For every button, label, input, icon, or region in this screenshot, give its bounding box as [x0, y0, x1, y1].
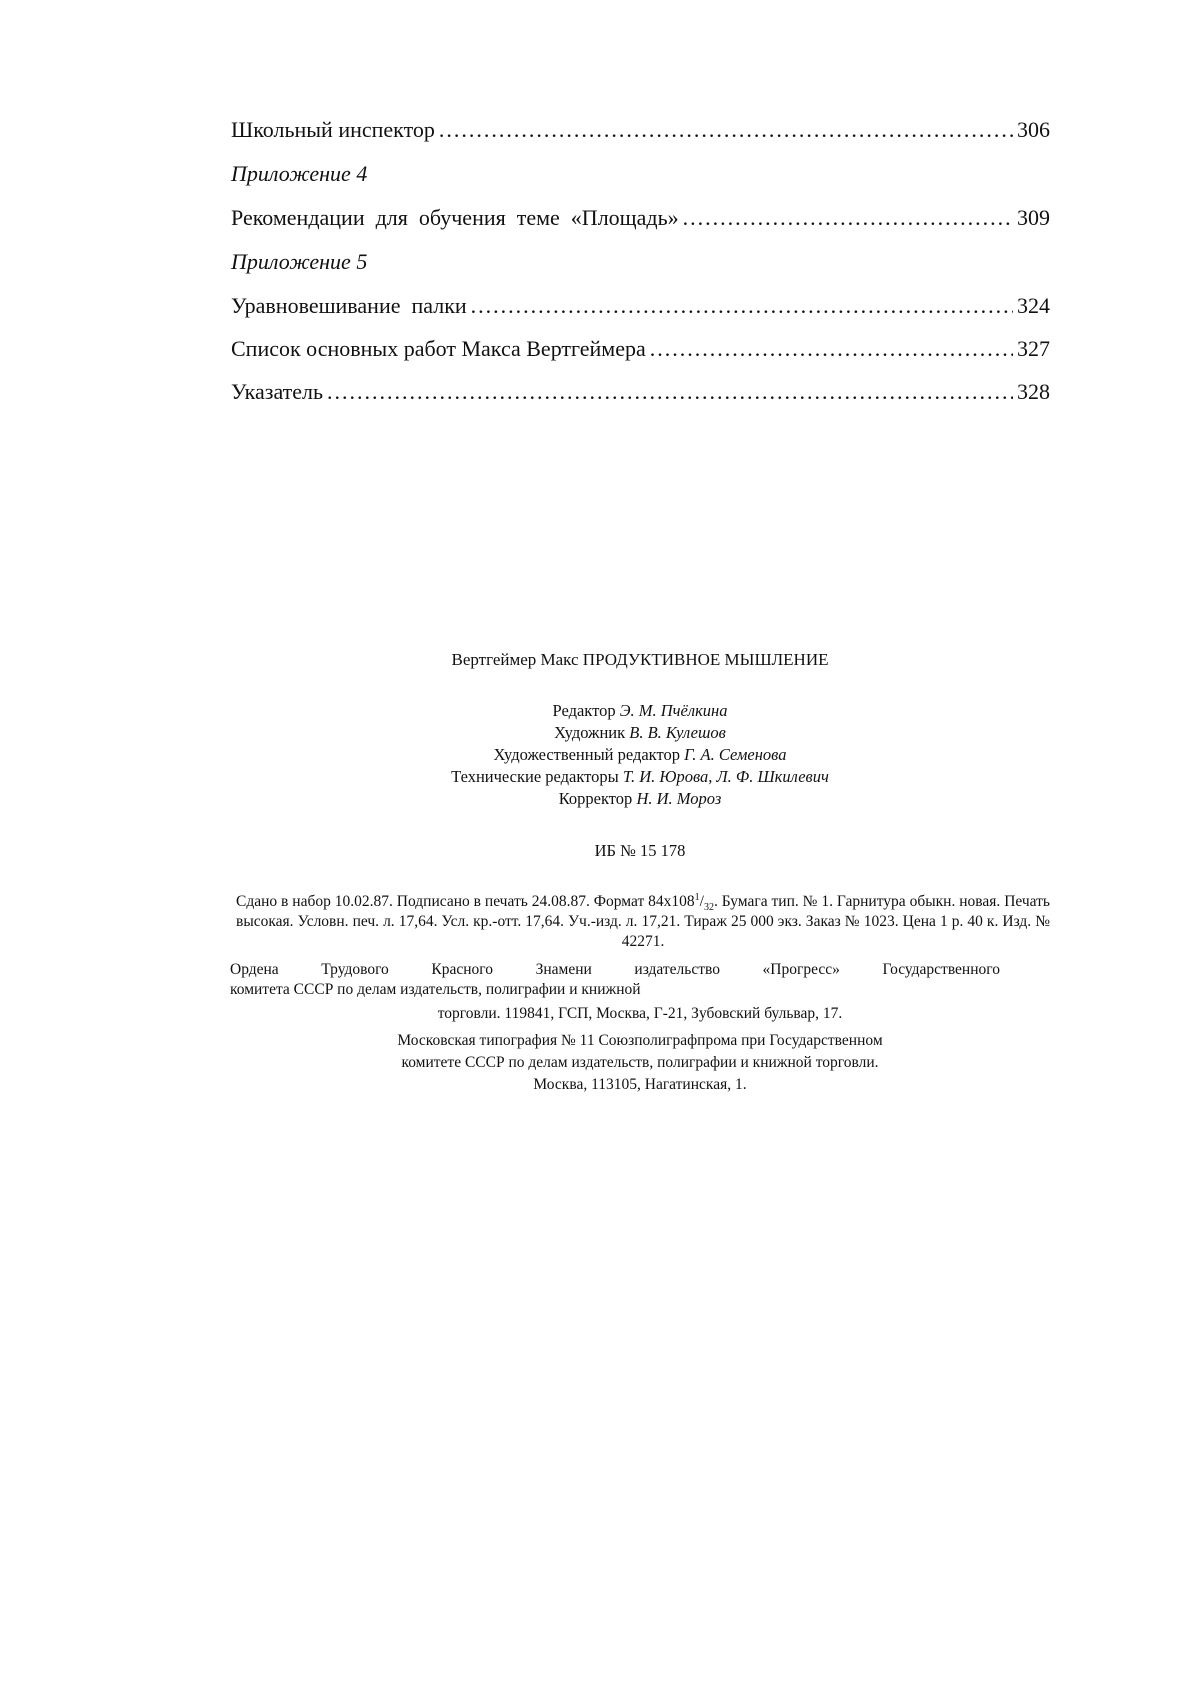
toc-appendix-heading: Приложение 4 [231, 161, 368, 186]
credit-line [230, 722, 1050, 744]
credit-line [230, 788, 1050, 810]
toc-entry-page: 306 [1017, 117, 1050, 142]
toc-entry-title: Рекомендации для обучения теме «Площадь» [231, 205, 679, 230]
toc-entry [231, 370, 1050, 413]
publisher-line: комитета СССР по делам издательств, полиграфии и книжной [230, 981, 641, 998]
printer-line: комитете СССР по делам издательств, полиграфии и книжной торговли. [401, 1054, 879, 1071]
toc-leader-dots [471, 284, 1013, 327]
toc-entry [231, 327, 1050, 370]
credit-role: Технические редакторы [451, 767, 623, 786]
credit-name: В. В. Кулешов [629, 723, 726, 742]
credit-line [230, 744, 1050, 766]
toc-entry-title: Список основных работ Макса Вертгеймера [231, 336, 646, 361]
toc-appendix-heading: Приложение 5 [231, 249, 368, 274]
credit-line [230, 700, 1050, 722]
toc-entry-title: Школьный инспектор [231, 117, 435, 142]
credit-role: Корректор [558, 789, 637, 808]
credit-name: Т. И. Юрова, Л. Ф. Шкилевич [622, 767, 829, 786]
colophon [230, 650, 1050, 1096]
credit-name: Э. М. Пчёлкина [619, 701, 728, 720]
format-subscript: 32 [703, 902, 714, 914]
credit-name: Г. А. Семенова [684, 745, 787, 764]
toc-entry [231, 108, 1050, 152]
toc-entry-page: 309 [1017, 205, 1050, 230]
publisher-block [230, 960, 1050, 1024]
credit-role: Художник [554, 723, 630, 742]
printer-address: Москва, 113105, Нагатинская, 1. [533, 1076, 747, 1093]
toc-entry-page: 328 [1017, 379, 1050, 404]
toc-leader-dots [439, 108, 1013, 152]
toc-leader-dots [650, 327, 1013, 370]
credits-block [230, 700, 1050, 810]
toc-entry [231, 284, 1050, 327]
toc-entry-title: Уравновешивание палки [231, 293, 467, 318]
printer-line: Московская типография № 11 Союзполиграфпрома при Государственном [397, 1032, 883, 1049]
toc-leader-dots [327, 370, 1013, 413]
format-superscript: 1 [694, 891, 700, 903]
printer-block [230, 1030, 1050, 1096]
credit-role: Художественный редактор [493, 745, 685, 764]
credit-role: Редактор [552, 701, 620, 720]
ib-number: ИБ № 15 178 [594, 841, 686, 860]
toc-entry-title: Указатель [231, 379, 324, 404]
credit-name: Н. И. Мороз [636, 789, 722, 808]
publisher-address: торговли. 119841, ГСП, Москва, Г-21, Зубовский бульвар, 17. [437, 1005, 843, 1022]
toc-entry [231, 196, 1050, 240]
print-details-text-cont: . Бумага тип. № 1. Гарнитура обыкн. новая. Печать высокая. Условн. печ. л. 17,64. Усл. кр.-отт. 17,64. Уч.-изд. л. 17,21. Тираж 25 000 экз. Заказ № 1023. Цена 1 р. 40 к. Изд. № 42271. [236, 893, 1050, 950]
toc-entry-page: 324 [1017, 293, 1050, 318]
table-of-contents [231, 108, 1050, 413]
toc-leader-dots [683, 196, 1013, 240]
publisher-line: Ордена Трудового Красного Знамени издательство «Прогресс» Государственного [230, 961, 1000, 978]
book-title: Вертгеймер Макс ПРОДУКТИВНОЕ МЫШЛЕНИЕ [451, 650, 829, 669]
toc-entry-page: 327 [1017, 336, 1050, 361]
credit-line [230, 766, 1050, 788]
print-details: Сдано в набор 10.02.87. Подписано в печать 24.08.87. Формат $84x108^1/_{32}$. Бумага тип. № 1. Гарнитура обыкн. новая. Печать высокая. Условн. печ. л. 17,64. Усл. кр.-отт. 17,64. Уч.-изд. л. 17,21. Тираж 25 000 экз. Заказ № 1023. Цена 1 р. 40 к. Изд. № 42271. [236, 891, 1050, 950]
print-details-text: Сдано в набор 10.02.87. Подписано в печать 24.08.87. Формат 84x108 [236, 893, 695, 910]
